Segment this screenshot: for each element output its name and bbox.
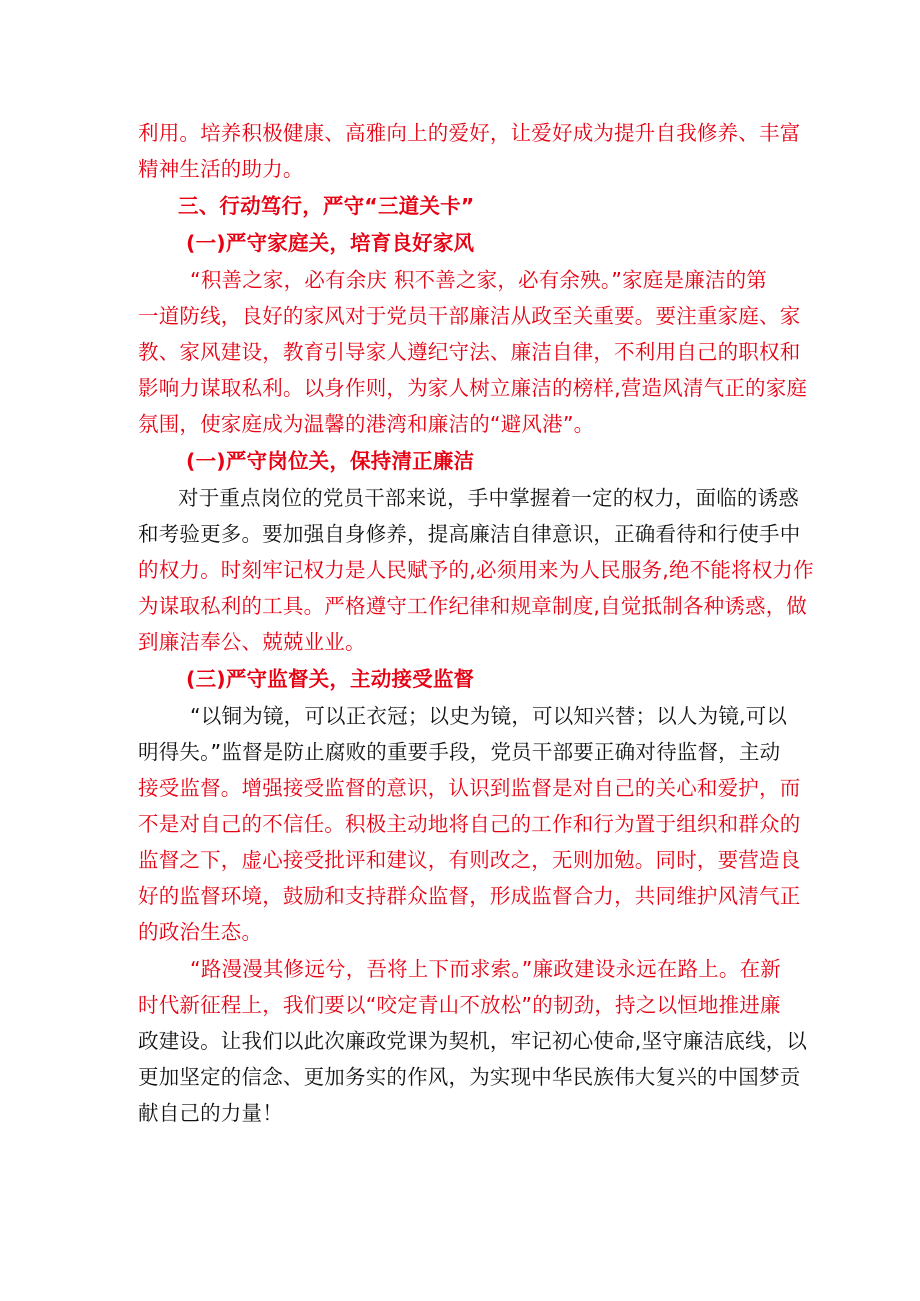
body-line: 的政治生态。 bbox=[138, 920, 263, 944]
body-line: 一道防线，良好的家风对于党员干部廉洁从政至关重要。要注重家庭、家 bbox=[138, 304, 801, 328]
body-line: 更加坚定的信念、更加务实的作风，为实现中华民族伟大复兴的中国梦贡 bbox=[138, 1065, 801, 1089]
body-line: 氛围，使家庭成为温馨的港湾和廉洁的“避风港”。 bbox=[138, 412, 595, 436]
body-line: 献自己的力量！ bbox=[138, 1101, 283, 1125]
section-heading: 三、行动笃行，严守“三道关卡” bbox=[178, 194, 475, 218]
body-line: 精神生活的助力。 bbox=[138, 157, 304, 181]
body-line: 接受监督。增强接受监督的意识，认识到监督是对自己的关心和爱护，而 bbox=[138, 776, 801, 800]
body-line: 为谋取私利的工具。严格遵守工作纪律和规章制度,自觉抵制各种诱惑，做 bbox=[138, 594, 808, 618]
body-line: 不是对自己的不信任。积极主动地将自己的工作和行为置于组织和群众的 bbox=[138, 812, 801, 836]
body-line: 明得失。”监督是防止腐败的重要手段，党员干部要正确对待监督，主动 bbox=[138, 740, 781, 764]
body-line: 和考验更多。要加强自身修养，提高廉洁自律意识，正确看待和行使手中 bbox=[138, 522, 801, 546]
subsection-heading: (一)严守岗位关，保持清正廉洁 bbox=[186, 449, 475, 473]
subsection-heading: (三)严守监督关，主动接受监督 bbox=[186, 667, 475, 691]
body-line: “积善之家，必有余庆 积不善之家，必有余殃。”家庭是廉洁的第 bbox=[190, 268, 768, 292]
body-line: 政建设。让我们以此次廉政党课为契机，牢记初心使命,坚守廉洁底线，以 bbox=[138, 1029, 808, 1053]
body-line: 好的监督环境，鼓励和支持群众监督，形成监督合力，共同维护风清气正 bbox=[138, 884, 801, 908]
body-line: 的权力。时刻牢记权力是人民赋予的,必须用来为人民服务,绝不能将权力作 bbox=[138, 558, 814, 582]
body-line: 利用。培养积极健康、高雅向上的爱好，让爱好成为提升自我修养、丰富 bbox=[138, 121, 801, 145]
body-line: 到廉洁奉公、兢兢业业。 bbox=[138, 630, 366, 654]
subsection-heading: (一)严守家庭关，培育良好家风 bbox=[186, 231, 475, 255]
body-line: 对于重点岗位的党员干部来说，手中掌握着一定的权力，面临的诱惑 bbox=[178, 486, 799, 510]
body-line: 监督之下，虚心接受批评和建议，有则改之，无则加勉。同时，要营造良 bbox=[138, 848, 801, 872]
body-line: 影响力谋取私利。以身作则，为家人树立廉洁的榜样,营造风清气正的家庭 bbox=[138, 376, 808, 400]
body-line: 时代新征程上，我们要以“咬定青山不放松”的韧劲，持之以恒地推进廉 bbox=[138, 993, 781, 1017]
body-line: “以铜为镜，可以正衣冠；以史为镜，可以知兴替；以人为镜,可以 bbox=[190, 704, 788, 728]
body-line: “路漫漫其修远兮，吾将上下而求索。”廉政建设永远在路上。在新 bbox=[190, 957, 781, 981]
body-line: 教、家风建设，教育引导家人遵纪守法、廉洁自律，不利用自己的职权和 bbox=[138, 340, 801, 364]
